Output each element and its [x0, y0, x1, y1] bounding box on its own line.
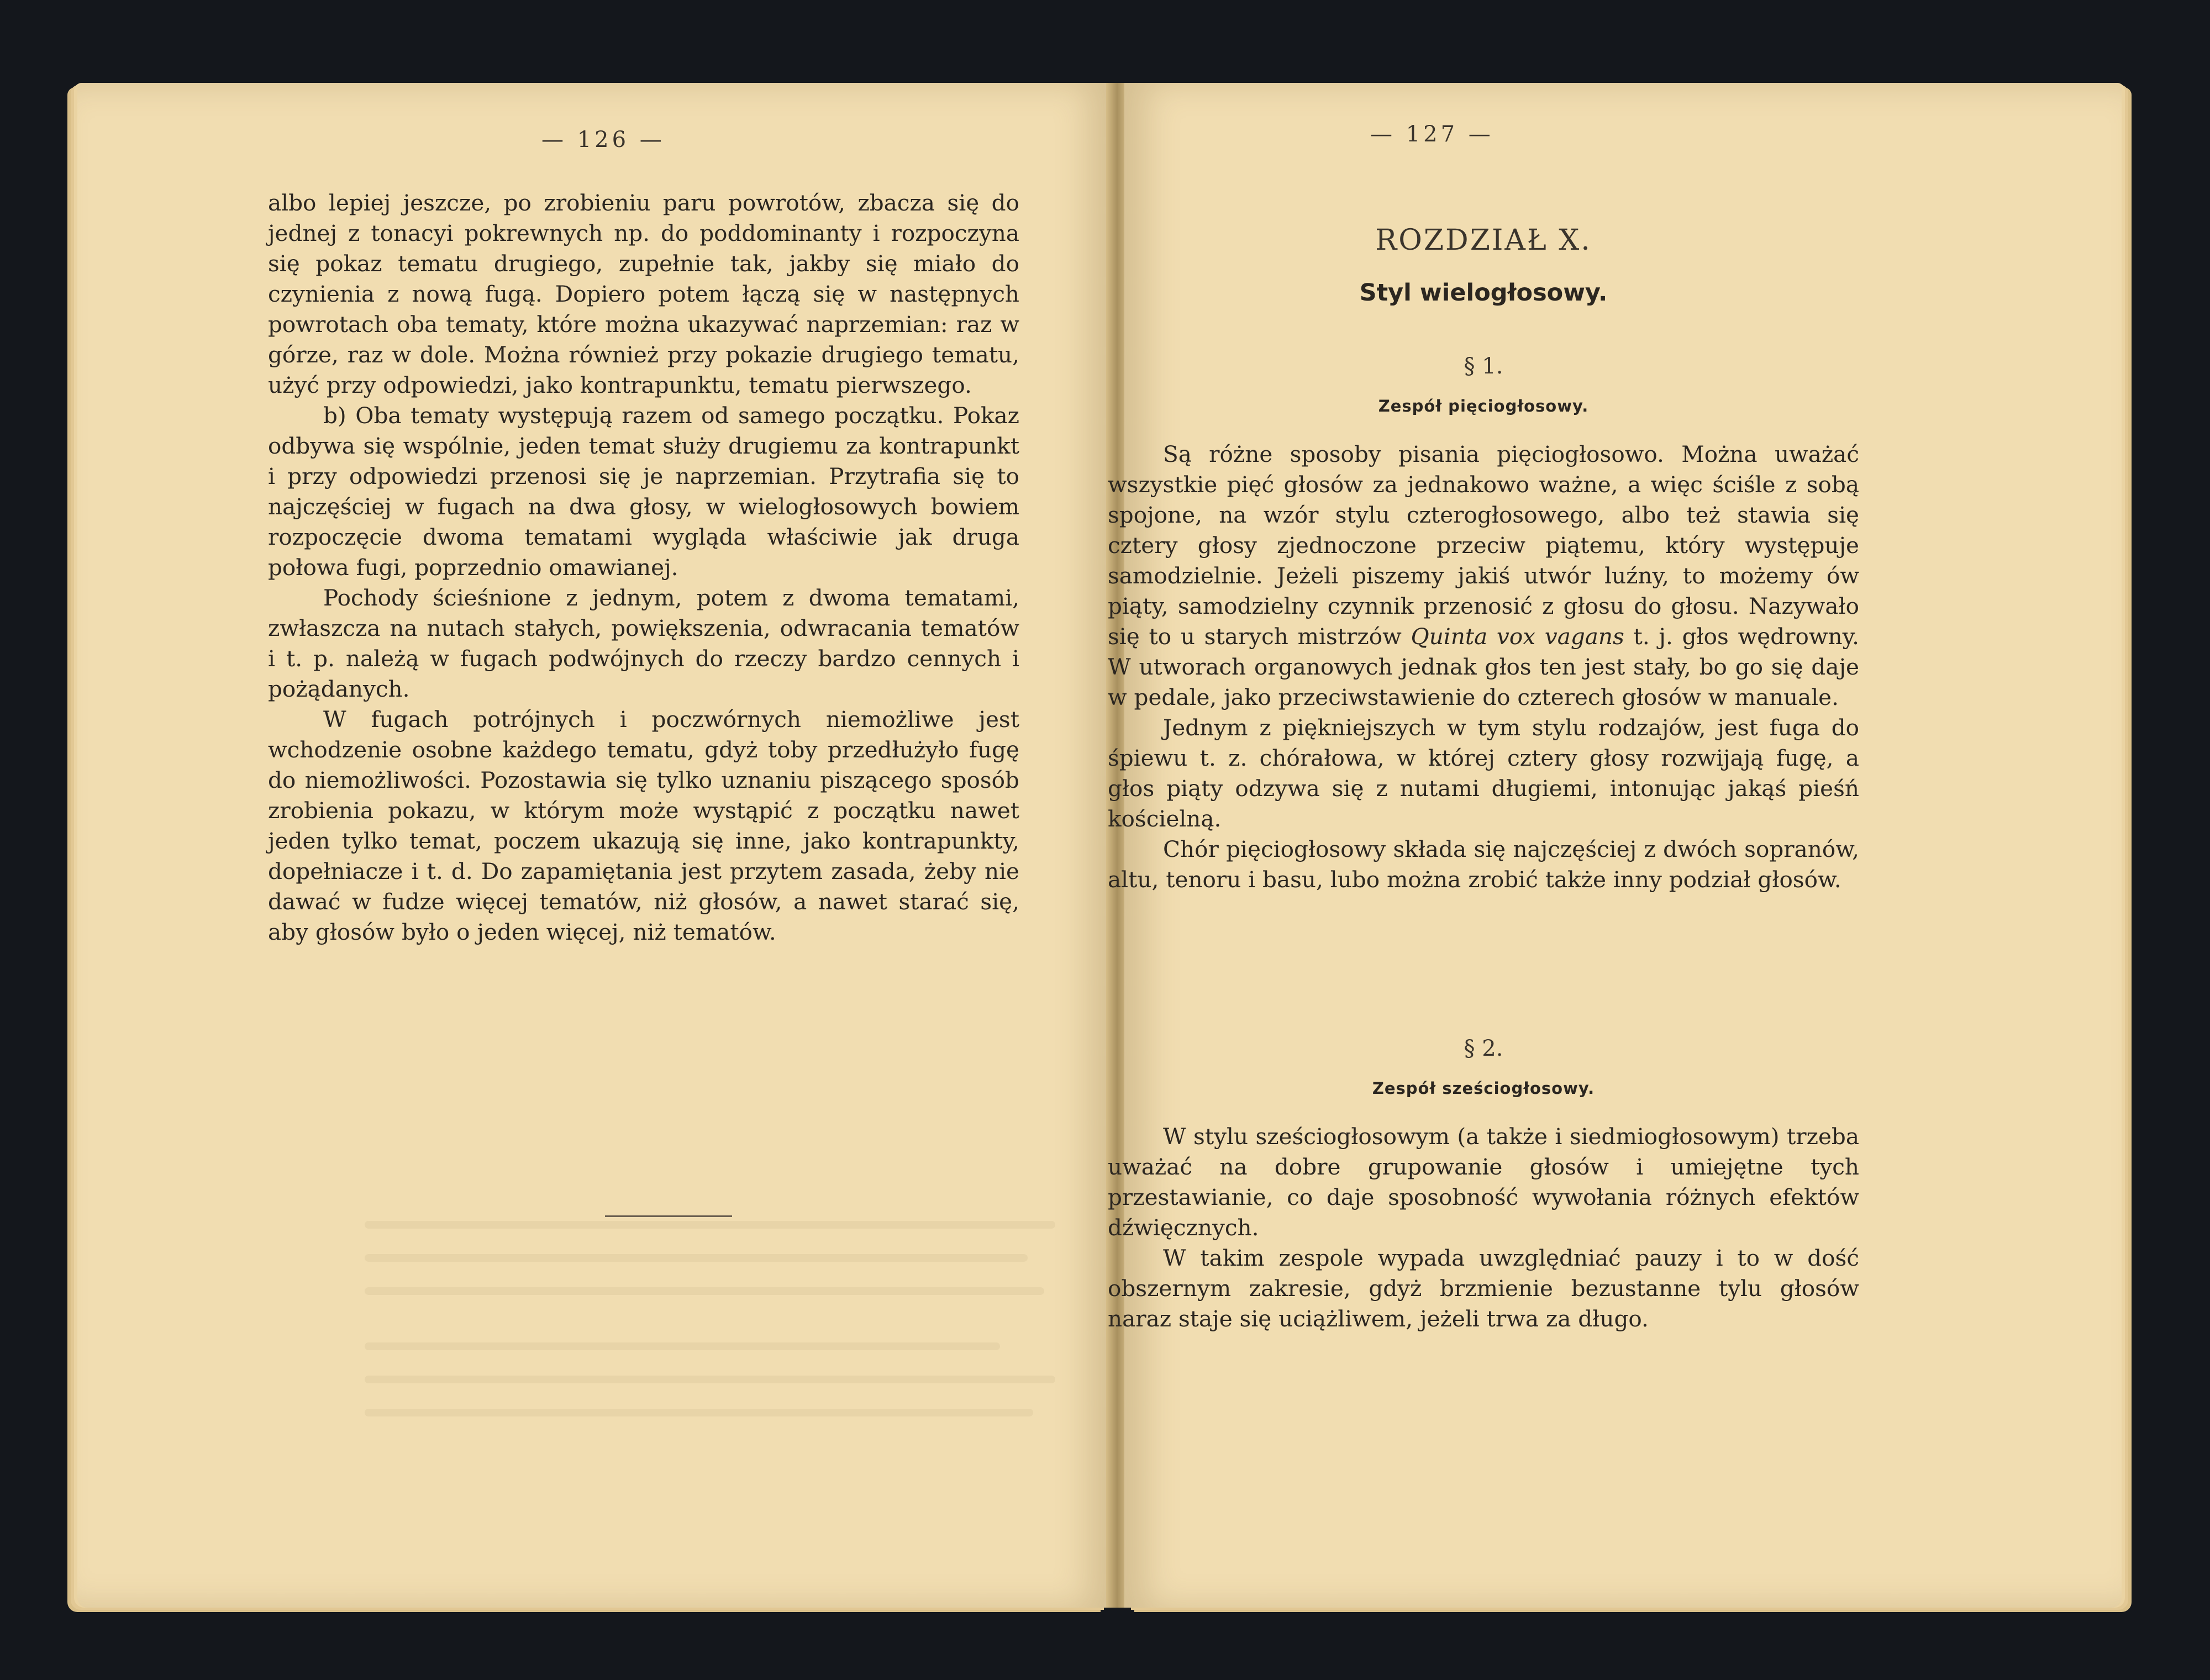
paragraph: Chór pięciogłosowy składa się najczęściej z dwóch sopranów, altu, tenoru i basu, lubo można zrobić także inny podział głosów. [1108, 836, 1859, 893]
bleed-through [365, 1287, 1044, 1295]
left-page-body [268, 188, 1019, 947]
paragraph: b) Oba tematy występują razem od samego początku. Pokaz odbywa się wspólnie, jeden temat służy drugiemu za kontrapunkt i przy odpowiedzi przenosi się je naprzemian. Przytrafia się to najczęściej w fugach na dwa głosy, w wielogłosowych bowiem rozpoczęcie dwoma tematami wygląda właściwie jak druga połowa fugi, poprzednio omawianej. [268, 402, 1019, 581]
chapter-subtitle: Styl wielogłosowy. [1359, 279, 1608, 307]
page-number-right: — 127 — [1370, 122, 1494, 147]
bleed-through [365, 1221, 1055, 1229]
paragraph: W takim zespole wypada uwzględniać pauzy i to w dość obszernym zakresie, gdyż brzmienie bezustanne tylu głosów naraz staje się uciążliwem, jeżeli trwa za długo. [1108, 1245, 1859, 1332]
section-title-1: Zespół pięciogłosowy. [1378, 397, 1589, 415]
bleed-through [365, 1342, 1000, 1350]
paragraph: Jednym z piękniejszych w tym stylu rodzajów, jest fuga do śpiewu t. z. chórałowa, w której cztery głosy rozwijają fugę, a głos piąty odzywa się z nutami długiemi, intonując jakąś pieśń kościelną. [1108, 714, 1859, 832]
page-number-left: — 126 — [541, 127, 665, 152]
bleed-through [365, 1409, 1033, 1416]
section-mark-2: § 2. [1464, 1036, 1503, 1061]
section-title-2: Zespół sześciogłosowy. [1372, 1079, 1595, 1098]
bleed-through [365, 1376, 1055, 1383]
chapter-end-rule [605, 1215, 732, 1217]
section-mark-1: § 1. [1464, 354, 1503, 379]
paragraph: W fugach potrójnych i poczwórnych niemożliwe jest wchodzenie osobne każdego tematu, gdyż toby przedłużyło fugę do niemożliwości. Pozostawia się tylko uznaniu piszącego sposób zrobienia pokazu, w którym może wystąpić z początku nawet jeden tylko temat, poczem ukazują się inne, jako kontrapunkty, dopełniacze i t. d. Do zapamiętania jest przytem zasada, żeby nie dawać w fudze więcej tematów, niż głosów, a nawet starać się, aby głosów było o jeden więcej, niż tematów. [268, 706, 1019, 945]
paragraph: Pochody ścieśnione z jednym, potem z dwoma tematami, zwłaszcza na nutach stałych, powiększenia, odwracania tematów i t. p. należą w fugach podwójnych do rzeczy bardzo cennych i pożądanych. [268, 584, 1019, 702]
bleed-through [365, 1254, 1028, 1262]
paragraph: W stylu sześciogłosowym (a także i siedmiogłosowym) trzeba uważać na dobre grupowanie głosów i umiejętne tych przestawianie, co daje sposobność wywołania różnych efektów dźwięcznych. [1108, 1123, 1859, 1241]
paragraph: albo lepiej jeszcze, po zrobieniu paru powrotów, zbacza się do jednej z tonacyi pokrewnych np. do poddominanty i rozpoczyna się pokaz tematu drugiego, zupełnie tak, jakby się miało do czynienia z nową fugą. Dopiero potem łączą się w następnych powrotach oba tematy, które można ukazywać naprzemian: raz w górze, raz w dole. Można również przy pokazie drugiego tematu, użyć przy odpowiedzi, jako kontrapunktu, tematu pierwszego. [268, 189, 1019, 398]
section-2-body [1108, 1121, 1859, 1334]
chapter-title: ROZDZIAŁ X. [1375, 224, 1592, 257]
paragraph: Są różne sposoby pisania pięciogłosowo. Można uważać wszystkie pięć głosów za jednakowo ważne, a więc ściśle z sobą spojone, na wzór stylu czterogłosowego, albo też stawia się cztery głosy zjednoczone przeciw piątemu, który występuje samodzielnie. Jeżeli piszemy jakiś utwór luźny, to możemy ów piąty, samodzielny czynnik przenosić z głosu do głosu. Nazywało się to u starych mistrzów Quinta vox vagans t. j. głos wędrowny. W utworach organowych jednak głos ten jest stały, bo go się daje w pedale, jako przeciwstawienie do czterech głosów w manuale. [1108, 441, 1859, 710]
section-1-body [1108, 439, 1859, 895]
